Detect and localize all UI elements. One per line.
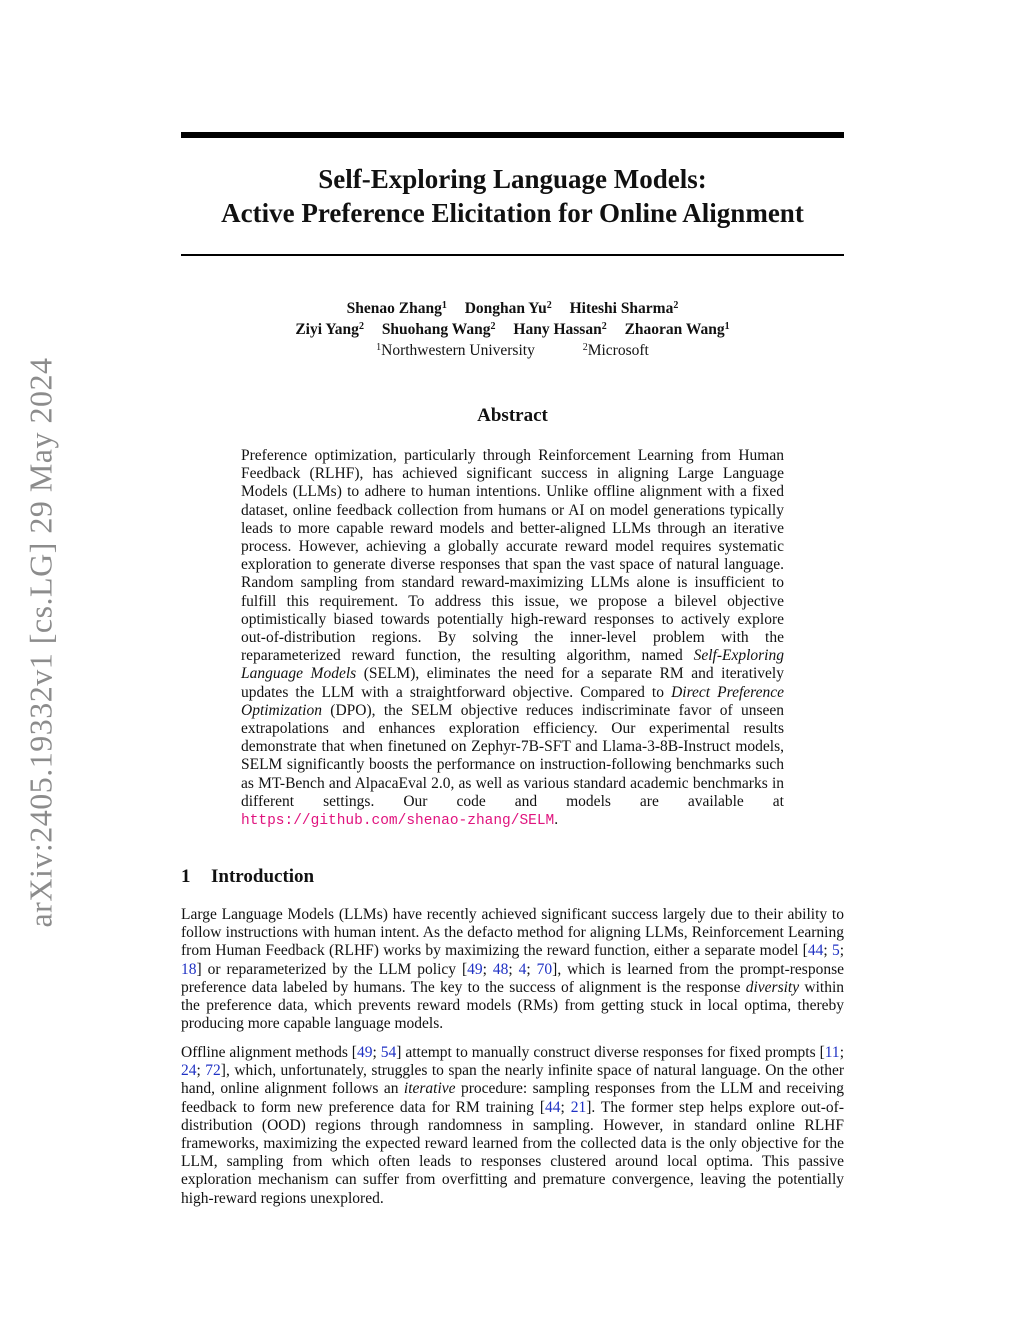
author-row-1 (181, 298, 844, 319)
abstract-heading: Abstract (477, 405, 548, 426)
arxiv-identifier-text: arXiv:2405.19332v1 [cs.LG] 29 May 2024 (22, 356, 59, 928)
citation-link[interactable]: 44 (807, 942, 824, 960)
arxiv-identifier-stamp (21, 342, 61, 942)
citation-link[interactable]: 49 (467, 960, 483, 978)
intro-paragraph-2: Offline alignment methods [49; 54] attempt to manually construct diverse responses for fixed prompts [11; 24; 72], which, unfortunately, struggles to span the nearly infinite space of natural language. On the other hand, online alignment follows an iterative procedure: sampling responses from the LLM and receiving feedback to form new preference data for RM training [44; 21]. The former step helps explore out-of-distribution (OOD) regions through randomness in sampling. However, in standard online RLHF frameworks, maximizing the expected reward learned from the collected data is the only objective for the LLM, sampling from which often leads to responses clustered around local optima. This passive exploration mechanism can suffer from overfitting and premature convergence, leaving the potentially high-reward regions unexplored. (181, 1044, 844, 1207)
affiliation-row (181, 340, 844, 361)
affiliation: $^1$Northwestern University (376, 342, 535, 359)
title-top-rule (181, 132, 844, 138)
section-heading-introduction (181, 866, 844, 888)
citation-link[interactable]: 54 (380, 1044, 397, 1061)
author-name: Ziyi Yang$^2$ (295, 321, 364, 338)
citation-link[interactable]: 72 (205, 1062, 221, 1080)
github-link[interactable]: https://github.com/shenao-zhang/SELM (241, 813, 555, 830)
section-number: 1 (181, 866, 191, 887)
affiliation: $^2$Microsoft (582, 342, 649, 359)
citation-link[interactable]: 21 (570, 1098, 587, 1116)
section-title: Introduction (211, 866, 315, 887)
citation-link[interactable]: 48 (492, 960, 509, 978)
citation-link[interactable]: 11 (824, 1044, 840, 1061)
citation-link[interactable]: 18 (181, 960, 197, 978)
author-name: Shuohang Wang$^2$ (381, 321, 496, 338)
citation-link[interactable]: 70 (536, 960, 553, 978)
title-bottom-rule (181, 254, 844, 256)
citation-link[interactable]: 49 (356, 1044, 373, 1061)
abstract-text: Preference optimization, particularly through Reinforcement Learning from Human Feedback (RLHF), has achieved significant success in aligning Large Language Models (LLMs) to adhere to human intentions. Unlike offline alignment with a fixed dataset, online feedback collection from humans or AI on model generations typically leads to more capable reward models and better-aligned LLMs through an iterative process. However, achieving a globally accurate reward model requires systematic exploration to generate diverse responses that span the vast space of natural language. Random sampling from standard reward-maximizing LLMs alone is insufficient to fulfill this requirement. To address this issue, we propose a bilevel objective optimistically biased towards potentially high-reward responses to actively explore out-of-distribution regions. By solving the inner-level problem with the reparameterized reward function, the resulting algorithm, named Self-Exploring Language Models (SELM), eliminates the need for a separate RM and iteratively updates the LLM with a straightforward objective. Compared to Direct Preference Optimization (DPO), the SELM objective reduces indiscriminate favor of unseen extrapolations and enhances exploration efficiency. Our experimental results demonstrate that when finetuned on Zephyr-7B-SFT and Llama-3-8B-Instruct models, SELM significantly boosts the performance on instruction-following benchmarks such as MT-Bench and AlpacaEval 2.0, as well as various standard academic benchmarks in different settings. Our code and models are available at https://github.com/shenao-zhang/SELM. (241, 447, 785, 830)
author-name: Hany Hassan$^2$ (513, 321, 607, 338)
citation-link[interactable]: 5 (831, 942, 840, 960)
author-name: Hiteshi Sharma$^2$ (569, 300, 679, 317)
intro-paragraph-1: Large Language Models (LLMs) have recently achieved significant success largely due to their ability to follow instructions with human intent. As the defacto method for aligning LLMs, Reinforcement Learning from Human Feedback (RLHF) works by maximizing the reward function, either a separate model [44; 5; 18] or reparameterized by the LLM policy [49; 48; 4; 70], which is learned from the prompt-response preference data labeled by humans. The key to the success of alignment is the response diversity within the preference data, which prevents reward models (RMs) from getting stuck in local optima, thereby producing more capable language models. (181, 906, 844, 1033)
emphasis: Direct Preference Optimization (241, 683, 785, 719)
title-line-1: Self-Exploring Language Models: (318, 164, 707, 194)
citation-link[interactable]: 44 (545, 1098, 561, 1116)
citation-link[interactable]: 24 (181, 1062, 197, 1080)
emphasis: diversity (745, 978, 800, 996)
author-name: Shenao Zhang$^1$ (346, 300, 447, 317)
emphasis: Self-Exploring Language Models (241, 647, 784, 683)
paper-title (181, 162, 844, 230)
author-block (181, 298, 844, 361)
author-name: Donghan Yu$^2$ (464, 300, 552, 317)
author-name: Zhaoran Wang$^1$ (624, 321, 730, 338)
emphasis: iterative (403, 1080, 456, 1098)
author-row-2 (181, 319, 844, 340)
citation-link[interactable]: 4 (518, 960, 527, 978)
title-line-2: Active Preference Elicitation for Online Alignment (221, 198, 804, 228)
